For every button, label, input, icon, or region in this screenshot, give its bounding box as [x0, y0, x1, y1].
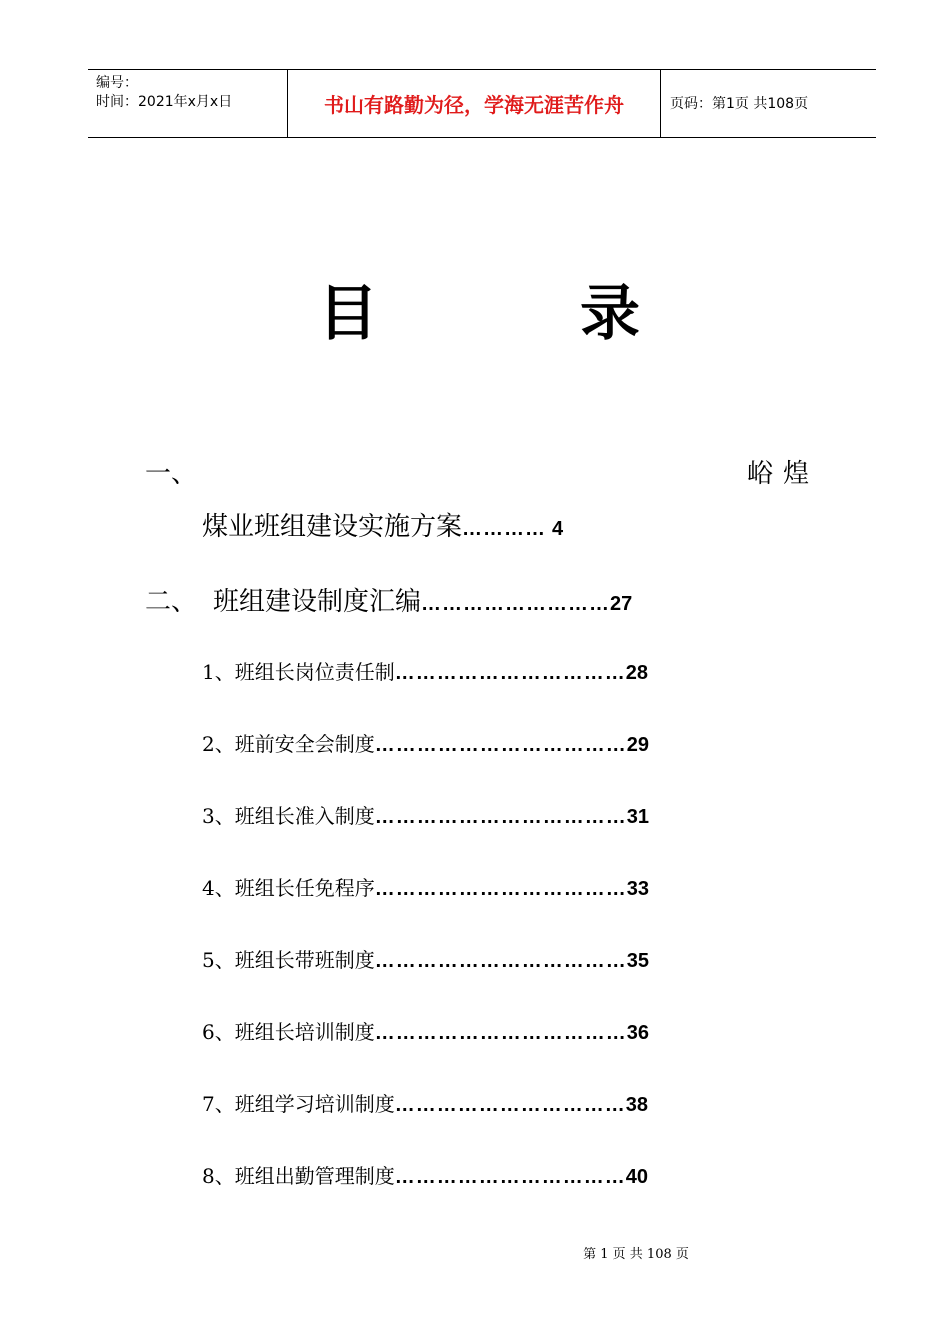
toc-entry-item[interactable] [202, 726, 649, 764]
toc-section2-title: 班组建设制度汇编 [213, 587, 422, 617]
toc-entry-item[interactable] [202, 1014, 649, 1052]
toc-page-number: 28 [625, 662, 648, 684]
toc-dot-leader: ……………………………… [374, 878, 627, 900]
toc-page-number: 31 [626, 806, 649, 828]
toc-item-label: 2、班前安全会制度 [202, 732, 375, 756]
toc-entry-item[interactable] [202, 942, 649, 980]
toc-page-number: 33 [626, 878, 649, 900]
toc-dot-leader: …………………………… [394, 662, 626, 684]
toc-section1-title-line1: 峪煌 [747, 459, 820, 489]
toc-dot-leader: …………………………… [394, 1166, 626, 1188]
toc-item-label: 8、班组出勤管理制度 [202, 1164, 395, 1188]
toc-item-label: 4、班组长任免程序 [202, 876, 375, 900]
toc-entry-item[interactable] [202, 870, 649, 908]
toc-page-number: 35 [626, 950, 649, 972]
toc-section2-marker: 二、 [145, 587, 198, 617]
toc-dot-leader: ………… [462, 518, 547, 540]
toc-entry-section1[interactable] [202, 509, 563, 548]
toc-entry-item[interactable] [202, 654, 648, 692]
toc-dot-leader: …………………………… [394, 1094, 626, 1116]
toc-entry-item[interactable] [202, 1086, 648, 1124]
toc-entry-item[interactable] [202, 1158, 648, 1196]
page-header [88, 69, 876, 138]
toc-item-label: 5、班组长带班制度 [202, 948, 375, 972]
toc-entry-item[interactable] [202, 798, 649, 836]
page-title-left: 目 [318, 279, 378, 349]
toc-dot-leader: ……………………… [421, 593, 611, 615]
page-footer: 第 1 页 共 108 页 [583, 1247, 689, 1262]
toc-item-label: 3、班组长准入制度 [202, 804, 375, 828]
header-divider [660, 70, 661, 137]
doc-date-label: 时间：2021年x月x日 [96, 94, 233, 110]
doc-number-label: 编号： [96, 75, 138, 91]
toc-entry-section2[interactable] [213, 584, 632, 623]
toc-dot-leader: ……………………………… [374, 1022, 627, 1044]
toc-page-number: 29 [626, 734, 649, 756]
toc-page-number: 38 [625, 1094, 648, 1116]
toc-item-label: 7、班组学习培训制度 [202, 1092, 395, 1116]
toc-page-number: 40 [625, 1166, 648, 1188]
toc-section1-marker: 一、 [145, 459, 198, 489]
toc-page-number: 27 [610, 593, 633, 615]
header-motto: 书山有路勤为径，学海无涯苦作舟 [324, 93, 624, 117]
toc-section1-title-line2: 煤业班组建设实施方案 [202, 512, 463, 542]
header-page-info: 页码：第1页 共108页 [670, 96, 809, 112]
toc-item-label: 1、班组长岗位责任制 [202, 660, 395, 684]
toc-dot-leader: ……………………………… [374, 734, 627, 756]
toc-item-label: 6、班组长培训制度 [202, 1020, 375, 1044]
toc-dot-leader: ……………………………… [374, 950, 627, 972]
toc-page-number: 4 [552, 518, 564, 540]
toc-dot-leader: ……………………………… [374, 806, 627, 828]
page-title-right: 录 [580, 279, 640, 349]
toc-page-number: 36 [626, 1022, 649, 1044]
